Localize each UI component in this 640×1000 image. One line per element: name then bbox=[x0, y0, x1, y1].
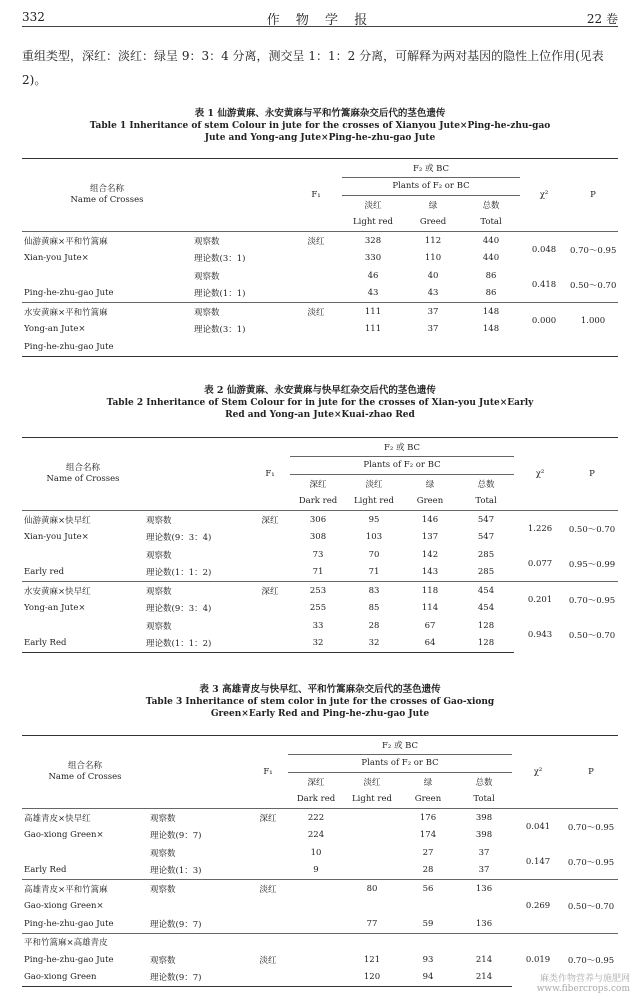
col-green-en: Greed bbox=[419, 217, 447, 228]
table2-caption-en-1: Table 2 Inheritance of Stem Colour for in jute for the crosses of Xian-you Jute×Early bbox=[106, 398, 534, 408]
table-row: Yong-an Jute× 理论数(3：1) 111 37 148 bbox=[24, 324, 500, 336]
table-row: Yong-an Jute× 理论数(9：3：4) 255 85 114 454 bbox=[24, 603, 495, 615]
table-row: Gao-xiong Green 理论数(9：7) 120 94 214 bbox=[22, 969, 618, 987]
table-row: Gao-xiong Green× 理论数(9：7) 224 174 398 bbox=[24, 830, 493, 842]
col-f2bc-header: F₂ 或 BC bbox=[290, 438, 514, 457]
col-chi-header: χ² bbox=[514, 438, 566, 511]
table-row: Ping-he-zhu-gao Jute 理论数(1：1) 43 43 86 bbox=[24, 288, 497, 300]
col-light-zh: 淡红 bbox=[363, 777, 381, 788]
table3-caption-en-2: Green×Early Red and Ping-he-zhu-gao Jute bbox=[210, 709, 430, 719]
col-dark-en: Dark red bbox=[296, 794, 336, 805]
col-chi-header: χ² bbox=[520, 159, 568, 232]
table1-caption-en-1: Table 1 Inheritance of stem Colour in jute for the crosses of Xianyou Jute×Ping-he-zhu-gao bbox=[89, 121, 551, 131]
table-row: 高雄青皮×平和竹篙麻 观察数 淡红 80 56 136 0.269 0.50～0.70 bbox=[22, 880, 618, 898]
table3-caption-en-1: Table 3 Inheritance of stem color in jute for the crosses of Gao-xiong bbox=[145, 697, 495, 707]
col-total-zh: 总数 bbox=[477, 479, 495, 490]
col-light-en: Light red bbox=[354, 496, 394, 507]
col-total-en: Total bbox=[473, 794, 495, 805]
page-number: 332 bbox=[22, 10, 45, 24]
col-plants-header: Plants of F₂ or BC bbox=[288, 754, 512, 773]
col-dark-en: Dark red bbox=[298, 496, 338, 507]
col-total-zh: 总数 bbox=[482, 200, 500, 211]
table2-caption-en-2: Red and Yong-an Jute×Kuai-zhao Red bbox=[225, 410, 415, 420]
table-row: Ping-he-zhu-gao Jute 理论数(9：7) 77 59 136 bbox=[24, 918, 493, 930]
col-f1-header: F₁ bbox=[248, 736, 288, 809]
table-row: Ping-he-zhu-gao Jute bbox=[22, 338, 618, 356]
col-p-header: P bbox=[568, 159, 618, 232]
page-header bbox=[22, 8, 618, 27]
volume-label: 22 卷 bbox=[586, 12, 618, 26]
watermark: 麻类作物营养与施肥网 www.fibercrops.com bbox=[536, 974, 630, 994]
table2 bbox=[22, 437, 618, 653]
col-f1-header: F₁ bbox=[290, 159, 342, 232]
table-row: Xian-you Jute× 理论数(3：1) 330 110 440 bbox=[24, 253, 500, 265]
table-row: 观察数 33 28 67 128 0.943 0.50～0.70 bbox=[146, 620, 616, 641]
table-row: Gao-xiong Green× bbox=[24, 901, 104, 912]
col-p-header: P bbox=[564, 736, 618, 809]
col-light-en: Light red bbox=[352, 794, 392, 805]
table3-caption-zh: 表 3 高雄青皮与快早红、平和竹篙麻杂交后代的茎色遗传 bbox=[199, 684, 441, 695]
col-plants-header: Plants of F₂ or BC bbox=[342, 177, 520, 196]
table-row: 仙游黄麻×平和竹篙麻 观察数 淡红 328 112 440 0.048 0.70～0.95 bbox=[22, 232, 618, 250]
col-total-en: Total bbox=[475, 496, 497, 507]
table-row: Xian-you Jute× 理论数(9：3：4) 308 103 137 547 bbox=[24, 532, 495, 544]
table-row: 平和竹篙麻×高雄青皮 0.019 0.70～0.95 bbox=[22, 933, 618, 951]
table-row: 水安黄麻×快早红 观察数 深红 253 83 118 454 0.201 0.70～0.95 bbox=[22, 582, 618, 600]
table-row: Early Red 理论数(1：1：2) 32 32 64 128 bbox=[22, 635, 618, 653]
col-f1-header: F₁ bbox=[250, 438, 290, 511]
table-row: Early red 理论数(1：1：2) 71 71 143 285 bbox=[24, 567, 495, 579]
table-row: Ping-he-zhu-gao Jute 观察数 淡红 121 93 214 bbox=[24, 954, 493, 966]
table1-caption bbox=[60, 108, 580, 144]
col-f2bc-header: F₂ 或 BC bbox=[342, 159, 520, 178]
col-cross-header: 组合名称 Name of Crosses bbox=[22, 159, 192, 232]
col-chi-header: χ² bbox=[512, 736, 564, 809]
col-light-zh: 淡红 bbox=[364, 200, 382, 211]
table1 bbox=[22, 158, 618, 357]
col-cross-header: 组合名称 Name of Crosses bbox=[22, 736, 148, 809]
col-total-zh: 总数 bbox=[475, 777, 493, 788]
col-light-zh: 淡红 bbox=[365, 479, 383, 490]
table2-caption-zh: 表 2 仙游黄麻、永安黄麻与快早红杂交后代的茎色遗传 bbox=[204, 385, 436, 396]
col-plants-header: Plants of F₂ or BC bbox=[290, 456, 514, 475]
table-row: 观察数 46 40 86 0.418 0.50～0.70 bbox=[194, 270, 617, 291]
table-row: Early Red 理论数(1：3) 9 28 37 bbox=[24, 865, 490, 877]
table1-caption-zh: 表 1 仙游黄麻、永安黄麻与平和竹篙麻杂交后代的茎色遗传 bbox=[194, 108, 446, 119]
col-green-en: Green bbox=[416, 496, 444, 507]
col-total-en: Total bbox=[480, 217, 502, 228]
table3 bbox=[22, 735, 618, 987]
table-row: 高雄青皮×快早红 观察数 深红 222 176 398 0.041 0.70～0.95 bbox=[22, 809, 618, 827]
col-light-en: Light red bbox=[353, 217, 393, 228]
col-green-zh: 绿 bbox=[423, 777, 433, 788]
col-cross-header: 组合名称 Name of Crosses bbox=[22, 438, 144, 511]
table-row: 观察数 73 70 142 285 0.077 0.95～0.99 bbox=[146, 549, 616, 570]
col-f2bc-header: F₂ 或 BC bbox=[288, 736, 512, 755]
col-dark-zh: 深红 bbox=[309, 479, 327, 490]
col-green-en: Green bbox=[414, 794, 442, 805]
table-row: 仙游黄麻×快早红 观察数 深红 306 95 146 547 1.226 0.50～0.70 bbox=[22, 511, 618, 529]
col-dark-zh: 深红 bbox=[307, 777, 325, 788]
table1-caption-en-2: Jute and Yong-ang Jute×Ping-he-zhu-gao Jute bbox=[204, 133, 436, 143]
col-p-header: P bbox=[566, 438, 618, 511]
col-green-zh: 绿 bbox=[425, 479, 435, 490]
table2-caption bbox=[60, 385, 580, 421]
journal-title: 作 物 学 报 bbox=[266, 13, 374, 28]
intro-paragraph: 重组类型，深红：淡红：绿呈 9：3：4 分离，测交呈 1：1：2 分离，可解释为两对基因的隐性上位作用(见表 2)。 bbox=[22, 49, 604, 87]
table-row: 水安黄麻×平和竹篙麻 观察数 淡红 111 37 148 0.000 1.000 bbox=[22, 303, 618, 321]
col-green-zh: 绿 bbox=[428, 200, 438, 211]
table-row: 观察数 10 27 37 0.147 0.70～0.95 bbox=[150, 847, 615, 868]
table3-caption bbox=[60, 684, 580, 720]
